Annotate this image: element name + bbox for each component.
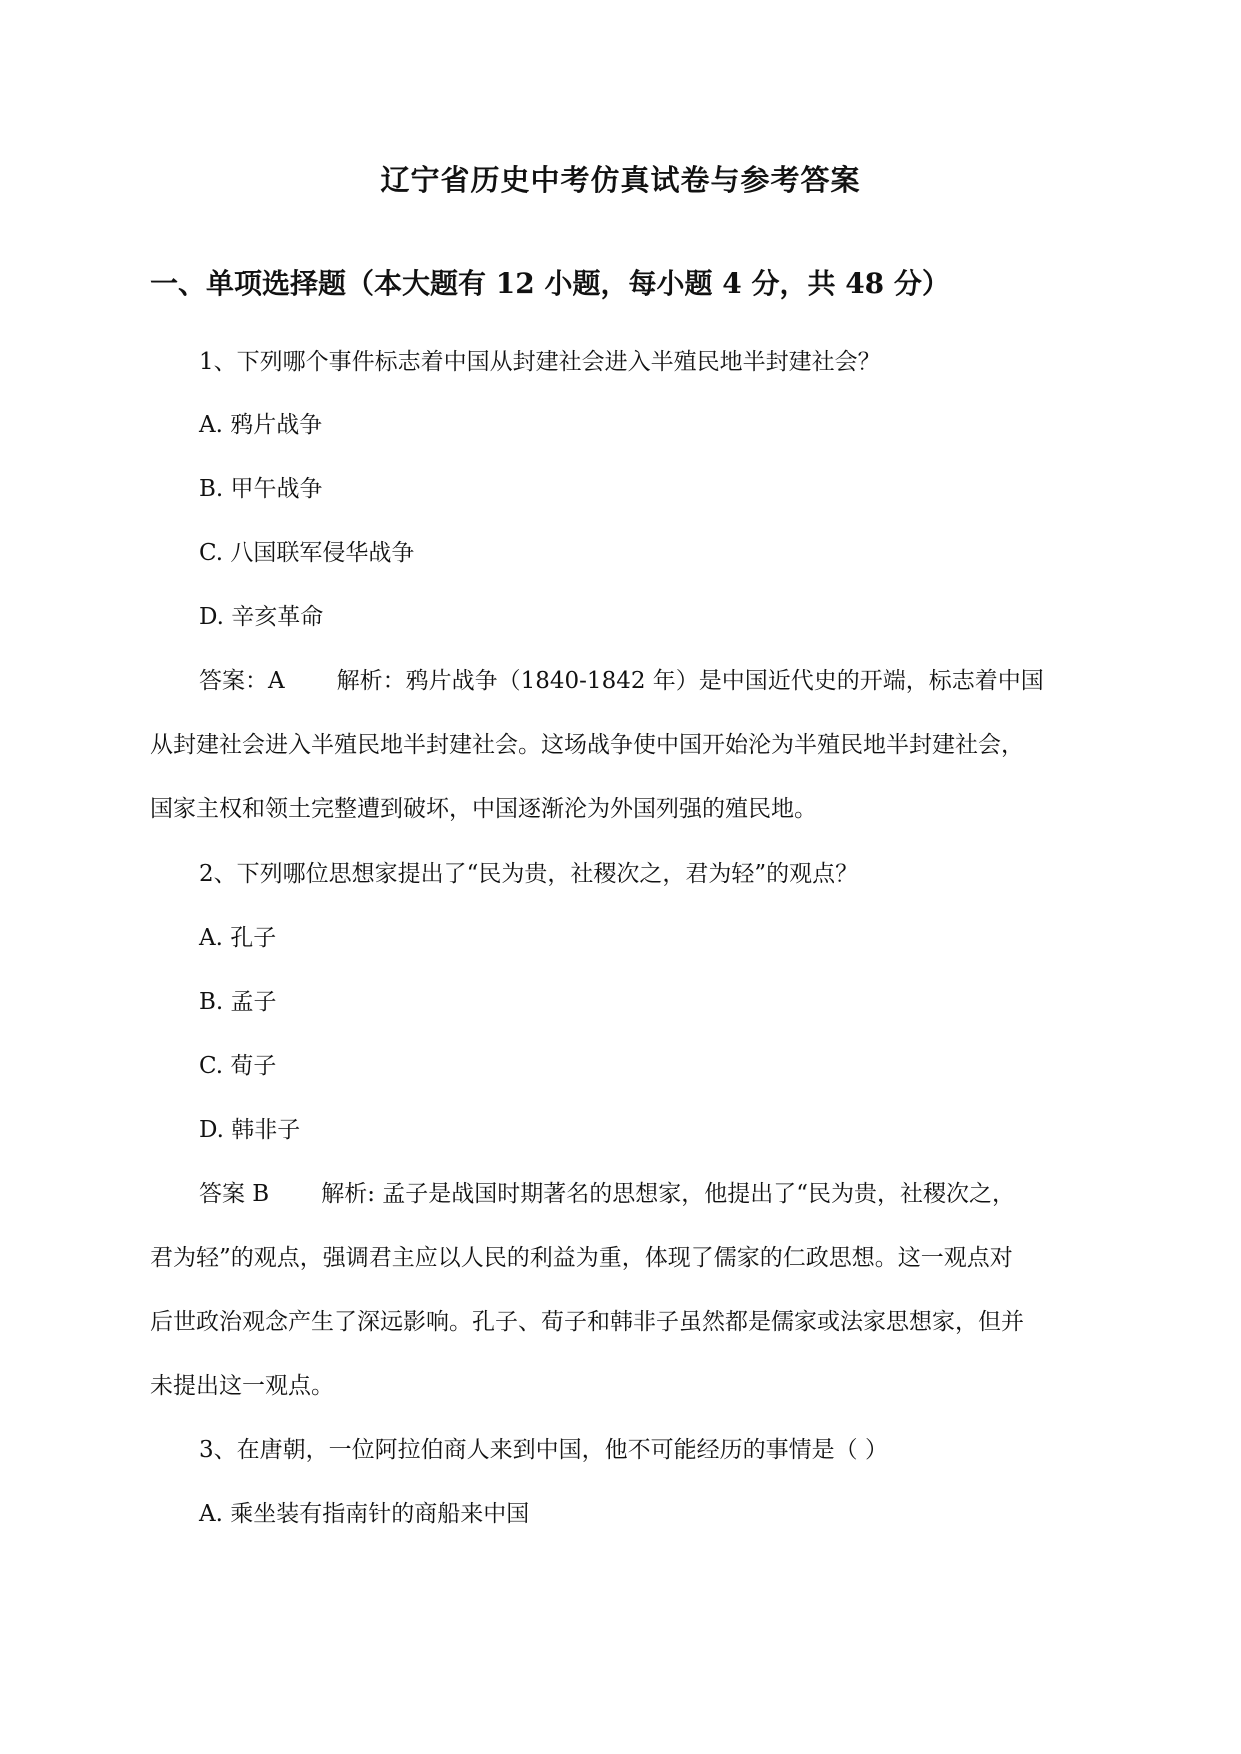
question-1-analysis-line-3: 国家主权和领土完整遭到破坏，中国逐渐沦为外国列强的殖民地。	[150, 796, 817, 822]
question-1-option-b: B. 甲午战争	[199, 476, 323, 502]
question-2-analysis-line-4: 未提出这一观点。	[150, 1373, 334, 1399]
question-1-stem: 1、下列哪个事件标志着中国从封建社会进入半殖民地半封建社会？	[199, 349, 881, 375]
question-1-option-c: C. 八国联军侵华战争	[199, 540, 415, 566]
section-heading: 一、单项选择题（本大题有 12 小题，每小题 4 分，共 48 分）	[150, 267, 950, 300]
question-1-answer: 答案：A	[199, 668, 285, 694]
question-3-stem: 3、在唐朝，一位阿拉伯商人来到中国，他不可能经历的事情是（ ）	[199, 1437, 888, 1463]
question-1-option-a: A. 鸦片战争	[199, 412, 323, 438]
question-2-analysis-line-2: 君为轻”的观点，强调君主应以人民的利益为重，体现了儒家的仁政思想。这一观点对	[150, 1245, 1013, 1271]
page-title: 辽宁省历史中考仿真试卷与参考答案	[380, 163, 861, 197]
question-2-stem: 2、下列哪位思想家提出了“民为贵，社稷次之，君为轻”的观点？	[199, 861, 859, 887]
question-1-analysis-line-1: 解析：鸦片战争（1840-1842 年）是中国近代史的开端，标志着中国	[336, 668, 1044, 694]
question-1-analysis-line-2: 从封建社会进入半殖民地半封建社会。这场战争使中国开始沦为半殖民地半封建社会，	[150, 732, 1024, 758]
question-2-option-c: C. 荀子	[199, 1053, 277, 1079]
question-2-analysis-line-1: 解析: 孟子是战国时期著名的思想家，他提出了“民为贵，社稷次之，	[321, 1181, 1016, 1207]
question-2-answer: 答案 B	[199, 1181, 270, 1207]
question-1-answer-line	[199, 662, 1044, 695]
question-2-option-b: B. 孟子	[199, 989, 277, 1015]
question-1-option-d: D. 辛亥革命	[199, 604, 324, 630]
question-2-option-d: D. 韩非子	[199, 1117, 301, 1143]
question-2-answer-line	[199, 1175, 1015, 1208]
question-2-option-a: A. 孔子	[199, 925, 277, 951]
question-3-option-a: A. 乘坐装有指南针的商船来中国	[199, 1501, 530, 1527]
question-2-analysis-line-3: 后世政治观念产生了深远影响。孔子、荀子和韩非子虽然都是儒家或法家思想家，但并	[150, 1309, 1024, 1335]
